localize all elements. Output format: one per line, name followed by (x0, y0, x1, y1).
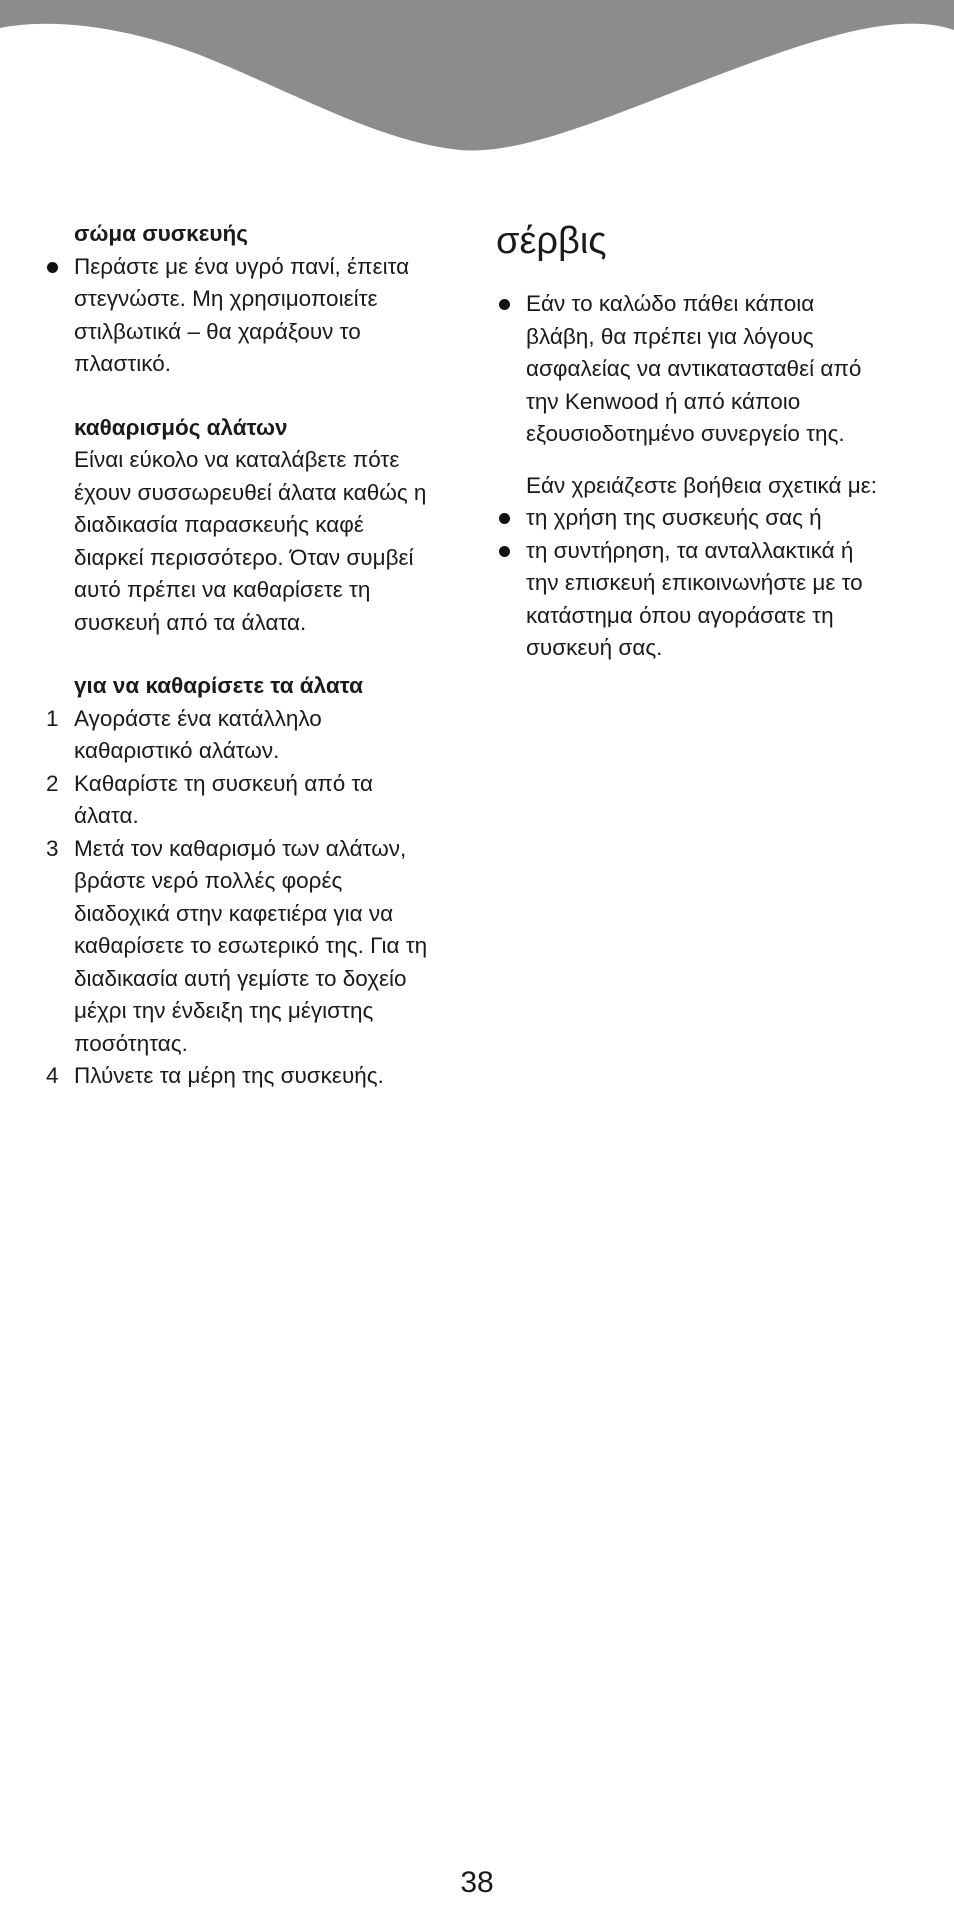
bullet-icon (499, 546, 510, 557)
bullet-icon (47, 262, 58, 273)
step-number: 4 (46, 1063, 59, 1088)
bullet-icon (499, 299, 510, 310)
right-column (496, 218, 916, 665)
section-heading-body: σώμα συσκευής (74, 221, 248, 246)
step-item: 1 Αγοράστε ένα κατάλληλο καθαριστικό αλάτων. (44, 703, 464, 768)
left-column (44, 218, 464, 1093)
page-number: 38 (460, 1866, 494, 1899)
step-item: 2 Καθαρίστε τη συσκευή από τα άλατα. (44, 768, 464, 833)
help-intro: Εάν χρειάζεστε βοήθεια σχετικά με: (526, 472, 878, 498)
bullet-icon (499, 513, 510, 524)
step-item: 4 Πλύνετε τα μέρη της συσκευής. (44, 1060, 464, 1093)
section-heading-how-to-descale: για να καθαρίσετε τα άλατα (74, 673, 363, 698)
descaling-paragraph: Είναι εύκολο να καταλάβετε πότε έχουν συσσωρευθεί άλατα καθώς η διαδικασία παρασκευής καφέ διαρκεί περισσότερο. Όταν συμβεί αυτό πρέπει να καθαρίσετε τη συσκευή από τα άλατα. (74, 447, 427, 635)
list-item-cord-damage: Εάν το καλώδο πάθει κάποια βλάβη, θα πρέπει για λόγους ασφαλείας να αντικατασταθεί από την Kenwood ή από κάποιο εξουσιοδοτημένο συνεργείο της. (496, 288, 916, 451)
step-number: 2 (46, 770, 59, 796)
step-number: 1 (46, 705, 59, 731)
list-item-help-usage: τη χρήση της συσκευής σας ή (496, 502, 916, 535)
list-item-help-repair: τη συντήρηση, τα ανταλλακτικά ή την επισκευή επικοινωνήστε με το κατάστημα όπου αγοράσατε τη συσκευή σας. (496, 535, 916, 665)
step-item: 3 Μετά τον καθαρισμό των αλάτων, βράστε νερό πολλές φορές διαδοχικά στην καφετιέρα για να καθαρίσετε το εσωτερικό της. Για τη διαδικασία αυτή γεμίστε το δοχείο μέχρι την ένδειξη της μέγιστης ποσότητας. (44, 833, 464, 1061)
section-title-service: σέρβις (496, 220, 607, 262)
section-heading-descaling: καθαρισμός αλάτων (74, 414, 288, 440)
list-item-body-care: Περάστε με ένα υγρό πανί, έπειτα στεγνώστε. Μη χρησιμοποιείτε στιλβωτικά – θα χαράξουν το πλαστικό. (44, 251, 464, 381)
step-number: 3 (46, 835, 59, 861)
header-wave-banner (0, 0, 954, 160)
